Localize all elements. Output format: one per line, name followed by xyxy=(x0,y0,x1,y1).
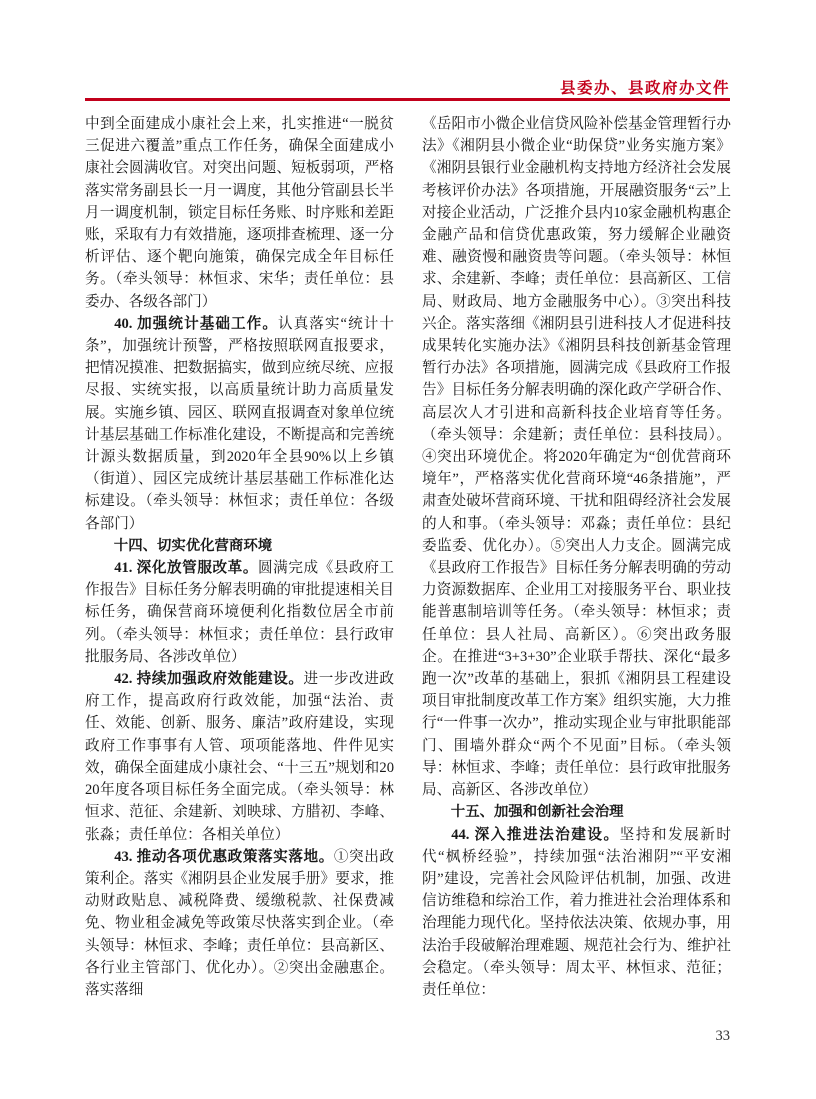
paragraph-lead: 41. 深化放管服改革。 xyxy=(114,560,259,577)
paragraph-lead: 43. 推动各项优惠政策落实落地。 xyxy=(114,848,334,865)
paragraph-text: ①突出政策利企。落实《湘阴县企业发展手册》要求，推动财政贴息、减税降费、缓缴税款、社保费减免、物业租金减免等政策尽快落实到企业。（牵头领导：林恒求、李峰；责任单位：县高新区、各行业主管部门、优化办）。②突出金融惠企。落实落细 xyxy=(85,848,394,998)
paragraph-item-40 xyxy=(85,313,394,535)
header-title: 县委办、县政府办文件 xyxy=(559,80,730,97)
document-content xyxy=(85,113,731,1001)
section-heading-14: 十四、切实优化营商环境 xyxy=(113,537,273,554)
paragraph-continuation: 《岳阳市小微企业信贷风险补偿基金管理暂行办法》《湘阴县小微企业“助保贷”业务实施方案》《湘阴县银行业金融机构支持地方经济社会发展考核评价办法》各项措施，开展融资服务“云”上对接企业活动，广泛推介县内10家金融机构惠企金融产品和信贷优惠政策，努力缓解企业融资难、融资慢和融资贵等问题。（牵头领导：林恒求、余建新、李峰；责任单位：县高新区、工信局、财政局、地方金融服务中心）。③突出科技兴企。落实落细《湘阴县引进科技人才促进科技成果转化实施办法》《湘阴县科技创新基金管理暂行办法》各项措施，圆满完成《县政府工作报告》目标任务分解表明确的深化政产学研合作、高层次人才引进和高新科技企业培育等任务。（牵头领导：余建新；责任单位：县科技局）。④突出环境优企。将2020年确定为“创优营商环境年”，严格落实优化营商环境“46条措施”，严肃查处破坏营商环境、干扰和阻碍经济社会发展的人和事。（牵头领导：邓淼；责任单位：县纪委监委、优化办）。⑤突出人力支企。圆满完成《县政府工作报告》目标任务分解表明确的劳动力资源数据库、企业用工对接服务平台、职业技能普惠制培训等任务。（牵头领导：林恒求；责任单位：县人社局、高新区）。⑥突出政务服企。在推进“3+3+30”企业联手帮扶、深化“最多跑一次”改革的基础上，狠抓《湘阴县工程建设项目审批制度改革工作方案》组织实施，大力推行“一件事一次办”，推动实现企业与审批职能部门、围墙外群众“两个不见面”目标。（牵头领导：林恒求、李峰；责任单位：县行政审批服务局、高新区、各涉改单位） xyxy=(422,116,731,799)
paragraph-text: 认真落实“统计十条”，加强统计预警，严格按照联网直报要求，把情况摸准、把数据搞实，做到应统尽统、应报尽报、实统实报，以高质量统计助力高质量发展。实施乡镇、园区、联网直报调查对象单位统计基层基础工作标准化建设，不断提高和完善统计源头数据质量，到2020年全县90%以上乡镇（街道）、园区完成统计基层基础工作标准化达标建设。（牵头领导：林恒求；责任单位：各级各部门） xyxy=(85,315,394,532)
paragraph-text: 坚持和发展新时代“枫桥经验”，持续加强“法治湘阴”“平安湘阴”建设，完善社会风险评估机制，加强、改进信访维稳和综治工作，着力推进社会治理体系和治理能力现代化。坚持依法决策、依规办事，用法治手段破解治理难题、规范社会行为、维护社会稳定。（牵头领导：周太平、林恒求、范征；责任单位： xyxy=(422,826,731,998)
paragraph-lead: 42. 持续加强政府效能建设。 xyxy=(114,671,304,688)
paragraph-item-43 xyxy=(85,846,394,1001)
paragraph-lead: 44. 深入推进法治建设。 xyxy=(451,826,620,843)
paragraph-text: 圆满完成《县政府工作报告》目标任务分解表明确的审批提速相关目标任务，确保营商环境便利化指数位居全市前列。（牵头领导：林恒求；责任单位：县行政审批服务局、各涉改单位） xyxy=(85,560,394,665)
paragraph-item-42 xyxy=(85,668,394,846)
paragraph-text: 进一步改进政府工作，提高政府行政效能，加强“法治、责任、效能、创新、服务、廉洁”政府建设，实现政府工作事事有人管、项项能落地、件件见实效，确保全面建成小康社会、“十三五”规划和2020年度各项目标任务全面完成。（牵头领导：林恒求、范征、余建新、刘映球、方腊初、李峰、张淼；责任单位：各相关单位） xyxy=(85,671,394,843)
paragraph-item-41 xyxy=(85,557,394,668)
section-heading-15: 十五、加强和创新社会治理 xyxy=(450,804,624,821)
paragraph-lead: 40. 加强统计基础工作。 xyxy=(114,315,278,332)
left-column xyxy=(85,113,394,1001)
paragraph-continuation: 中到全面建成小康社会上来，扎实推进“一脱贫三促进六覆盖”重点工作任务，确保全面建成小康社会圆满收官。对突出问题、短板弱项，严格落实常务副县长一月一调度，其他分管副县长半月一调度机制，锁定目标任务账、时序账和差距账，采取有力有效措施，逐项排查梳理、逐一分析评估、逐个靶向施策，确保完成全年目标任务。（牵头领导：林恒求、宋华；责任单位：县委办、各级各部门） xyxy=(85,116,394,310)
right-column xyxy=(422,113,731,1001)
paragraph-item-44 xyxy=(422,824,731,1002)
page-number: 33 xyxy=(715,1028,730,1044)
document-header xyxy=(85,76,730,98)
header-rule xyxy=(85,98,730,101)
